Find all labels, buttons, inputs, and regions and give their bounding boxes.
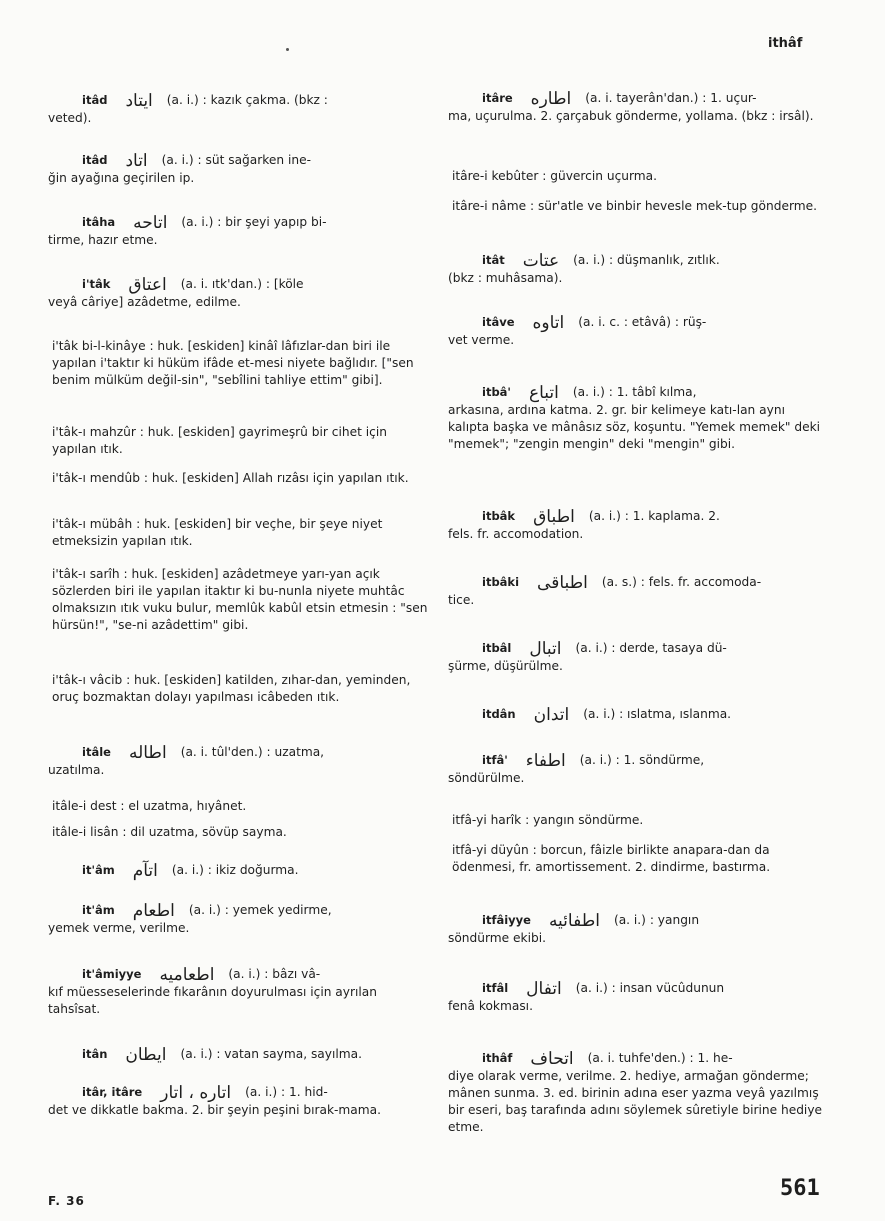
subentry xyxy=(448,842,832,876)
arabic-script: اتفال xyxy=(526,979,562,999)
arabic-script: اطباق xyxy=(533,507,575,527)
headword: itbâk xyxy=(482,509,516,523)
definition-continued: tirme, hazır etme. xyxy=(48,233,158,247)
subentry-text: itfâ-yi harîk : yangın söndürme. xyxy=(452,813,644,827)
arabic-script: اتاره ، اتار xyxy=(160,1083,232,1103)
dictionary-entry xyxy=(48,966,428,1018)
headword: itbâl xyxy=(482,641,512,655)
arabic-script: اتباع xyxy=(528,383,559,403)
definition-continued: vet verme. xyxy=(448,333,515,347)
arabic-script: اتحاف xyxy=(530,1049,574,1069)
definition: (a. i.) : 1. kaplama. 2. xyxy=(588,509,720,523)
definition-continued: kıf müesseselerinde fıkarânın doyurulması için ayrılan tahsîsat. xyxy=(48,985,377,1016)
arabic-script: اطاره xyxy=(530,89,572,109)
definition: (a. i.) : süt sağarken ine- xyxy=(161,153,311,167)
definition: (a. i.) : 1. hid- xyxy=(245,1085,328,1099)
definition-continued: ğin ayağına geçirilen ip. xyxy=(48,171,195,185)
subentry xyxy=(448,168,832,185)
dictionary-entry xyxy=(448,706,828,724)
subentry xyxy=(48,338,432,389)
headword: it'âmiyye xyxy=(82,967,142,981)
subentry-text: itâle-i lisân : dil uzatma, sövüp sayma. xyxy=(52,825,287,839)
dictionary-entry xyxy=(48,1084,428,1119)
dictionary-entry xyxy=(448,314,828,349)
subentry xyxy=(448,812,832,829)
dictionary-entry xyxy=(448,912,828,947)
arabic-script: ایتاد xyxy=(125,91,153,111)
subentry-text: i'tâk-ı vâcib : huk. [eskiden] katilden, zıhar-dan, yeminden, oruç bozmaktan dolayı yapılması icâbeden ıtık. xyxy=(52,673,411,704)
headword: itâle xyxy=(82,745,111,759)
definition-continued: uzatılma. xyxy=(48,763,105,777)
definition: (a. i.) : 1. tâbî kılma, xyxy=(572,385,697,399)
definition: (a. i.) : insan vücûdunun xyxy=(575,981,725,995)
definition-continued: det ve dikkatle bakma. 2. bir şeyin peşini bırak-mama. xyxy=(48,1103,381,1117)
definition-continued: tice. xyxy=(448,593,475,607)
dictionary-entry xyxy=(48,744,428,779)
running-head: ithâf xyxy=(768,36,803,51)
definition-continued: söndürülme. xyxy=(448,771,525,785)
dictionary-entry xyxy=(48,276,428,311)
headword: itâd xyxy=(82,153,108,167)
headword: itdân xyxy=(482,707,516,721)
dictionary-entry xyxy=(48,1046,428,1064)
definition-continued: fels. fr. accomodation. xyxy=(448,527,584,541)
headword: itfâiyye xyxy=(482,913,531,927)
subentry-text: i'tâk bi-l-kinâye : huk. [eskiden] kinâî lâfızlar-dan biri ile yapılan i'taktır ki hüküm ifâde et-mesi niyete bağlıdır. ["sen benim mülküm değil-sin", "sebîlini tahliye ettim" gibi]. xyxy=(52,339,414,387)
definition: (a. i.) : ıslatma, ıslanma. xyxy=(583,707,732,721)
dictionary-entry xyxy=(48,214,428,249)
definition: (a. i.) : yemek yedirme, xyxy=(188,903,332,917)
subentry xyxy=(48,566,432,634)
dictionary-entry xyxy=(448,90,828,125)
subentry-text: i'tâk-ı mahzûr : huk. [eskiden] gayrimeşrû bir cihet için yapılan ıtık. xyxy=(52,425,387,456)
subentry-text: i'tâk-ı sarîh : huk. [eskiden] azâdetmeye yarı-yan açık sözlerden biri ile yapılan itaktır ki bu-nunla niyete muhtâc olmaksızın ıtık vuku bulur, memlûk kabûl etsin etmesin : "sen hürsün!", "se-ni azâdettim" gibi. xyxy=(52,567,428,632)
subentry-text: itfâ-yi düyûn : borcun, fâizle birlikte anapara-dan da ödenmesi, fr. amortissement. 2. dindirme, bastırma. xyxy=(452,843,771,874)
subentry-text: i'tâk-ı mendûb : huk. [eskiden] Allah rızâsı için yapılan ıtık. xyxy=(52,471,409,485)
signature-mark: F. 36 xyxy=(48,1194,85,1208)
dictionary-entry xyxy=(448,1050,828,1136)
definition-continued: yemek verme, verilme. xyxy=(48,921,190,935)
page-number: 561 xyxy=(780,1176,820,1201)
definition-continued: diye olarak verme, verilme. 2. hediye, armağan gönderme; mânen sunma. 3. ed. birinin adına eser yazma veyâ yazılmış bir eseri, baş tarafında adını söylemek sûretiyle birine hediye etme. xyxy=(448,1069,823,1134)
dictionary-entry xyxy=(448,752,828,787)
dictionary-entry xyxy=(448,574,828,609)
arabic-script: اتدان xyxy=(533,705,570,725)
subentry xyxy=(48,516,432,550)
headword: it'âm xyxy=(82,903,115,917)
dictionary-entry xyxy=(48,92,428,127)
arabic-script: اطفاء xyxy=(525,751,566,771)
headword: itâha xyxy=(82,215,116,229)
dictionary-entry xyxy=(448,252,828,287)
speck xyxy=(286,48,289,51)
subentry xyxy=(48,424,432,458)
definition-continued: veyâ câriye] azâdetme, edilme. xyxy=(48,295,241,309)
headword: itbâ' xyxy=(482,385,511,399)
definition-continued: söndürme ekibi. xyxy=(448,931,546,945)
definition: (a. i.) : yangın xyxy=(613,913,700,927)
headword: itbâki xyxy=(482,575,520,589)
definition: (a. i.) : kazık çakma. (bkz : xyxy=(166,93,328,107)
dictionary-entry xyxy=(448,508,828,543)
definition: (a. i.) : derde, tasaya dü- xyxy=(575,641,727,655)
dictionary-entry xyxy=(48,152,428,187)
definition-continued: fenâ kokması. xyxy=(448,999,533,1013)
arabic-script: اتبال xyxy=(529,639,562,659)
arabic-script: ایطان xyxy=(125,1045,167,1065)
subentry xyxy=(48,672,432,706)
subentry-text: i'tâk-ı mübâh : huk. [eskiden] bir veçhe, bir şeye niyet etmeksizin yapılan ıtık. xyxy=(52,517,383,548)
headword: itfâ' xyxy=(482,753,508,767)
arabic-script: اطفائیه xyxy=(548,911,600,931)
dictionary-entry xyxy=(48,902,428,937)
arabic-script: اطعامیه xyxy=(159,965,215,985)
definition: (a. i. tayerân'dan.) : 1. uçur- xyxy=(585,91,757,105)
subentry-text: itâre-i nâme : sür'atle ve binbir hevesle mek-tup gönderme. xyxy=(452,199,817,213)
headword: itâve xyxy=(482,315,515,329)
headword: itât xyxy=(482,253,505,267)
headword: itâd xyxy=(82,93,108,107)
headword: ithâf xyxy=(482,1051,513,1065)
definition-continued: veted). xyxy=(48,111,92,125)
dictionary-entry xyxy=(448,640,828,675)
subentry xyxy=(448,198,832,215)
definition: (a. i.) : düşmanlık, zıtlık. xyxy=(573,253,720,267)
definition: (a. i. ıtk'dan.) : [köle xyxy=(180,277,304,291)
arabic-script: اطعام xyxy=(132,901,175,921)
subentry xyxy=(48,470,432,487)
dictionary-entry xyxy=(48,862,428,880)
definition: (a. i.) : bâzı vâ- xyxy=(228,967,321,981)
headword: i'tâk xyxy=(82,277,111,291)
definition: (a. i. c. : etâvâ) : rüş- xyxy=(578,315,707,329)
subentry-text: itâre-i kebûter : güvercin uçurma. xyxy=(452,169,658,183)
dictionary-entry xyxy=(448,384,828,453)
definition: (a. i. tuhfe'den.) : 1. he- xyxy=(587,1051,733,1065)
definition-continued: (bkz : muhâsama). xyxy=(448,271,563,285)
arabic-script: اتاوه xyxy=(532,313,565,333)
subentry xyxy=(48,798,432,815)
arabic-script: اعتاق xyxy=(128,275,167,295)
arabic-script: عتات xyxy=(522,251,560,271)
subentry-text: itâle-i dest : el uzatma, hıyânet. xyxy=(52,799,247,813)
definition-continued: arkasına, ardına katma. 2. gr. bir kelimeye katı-lan aynı kalıpta başka ve mânâsız söz, koşuntu. "Yemek memek" deki "memek"; "zengin mengin" deki "mengin" gibi. xyxy=(448,403,821,451)
definition: (a. i.) : vatan sayma, sayılma. xyxy=(180,1047,362,1061)
arabic-script: اتاحه xyxy=(133,213,168,233)
headword: itfâl xyxy=(482,981,509,995)
subentry xyxy=(48,824,432,841)
headword: it'âm xyxy=(82,863,115,877)
headword: itâre xyxy=(482,91,513,105)
arabic-script: اطباقی xyxy=(537,573,588,593)
definition: (a. s.) : fels. fr. accomoda- xyxy=(601,575,762,589)
definition: (a. i.) : bir şeyi yapıp bi- xyxy=(181,215,327,229)
arabic-script: اتآم xyxy=(132,861,158,881)
definition-continued: şürme, düşürülme. xyxy=(448,659,563,673)
definition: (a. i.) : ikiz doğurma. xyxy=(171,863,299,877)
definition-continued: ma, uçurulma. 2. çarçabuk gönderme, yollama. (bkz : irsâl). xyxy=(448,109,814,123)
definition: (a. i. tûl'den.) : uzatma, xyxy=(180,745,325,759)
arabic-script: اطاله xyxy=(128,743,167,763)
arabic-script: اتاد xyxy=(125,151,148,171)
headword: itâr, itâre xyxy=(82,1085,143,1099)
headword: itân xyxy=(82,1047,108,1061)
dictionary-entry xyxy=(448,980,828,1015)
definition: (a. i.) : 1. söndürme, xyxy=(579,753,705,767)
